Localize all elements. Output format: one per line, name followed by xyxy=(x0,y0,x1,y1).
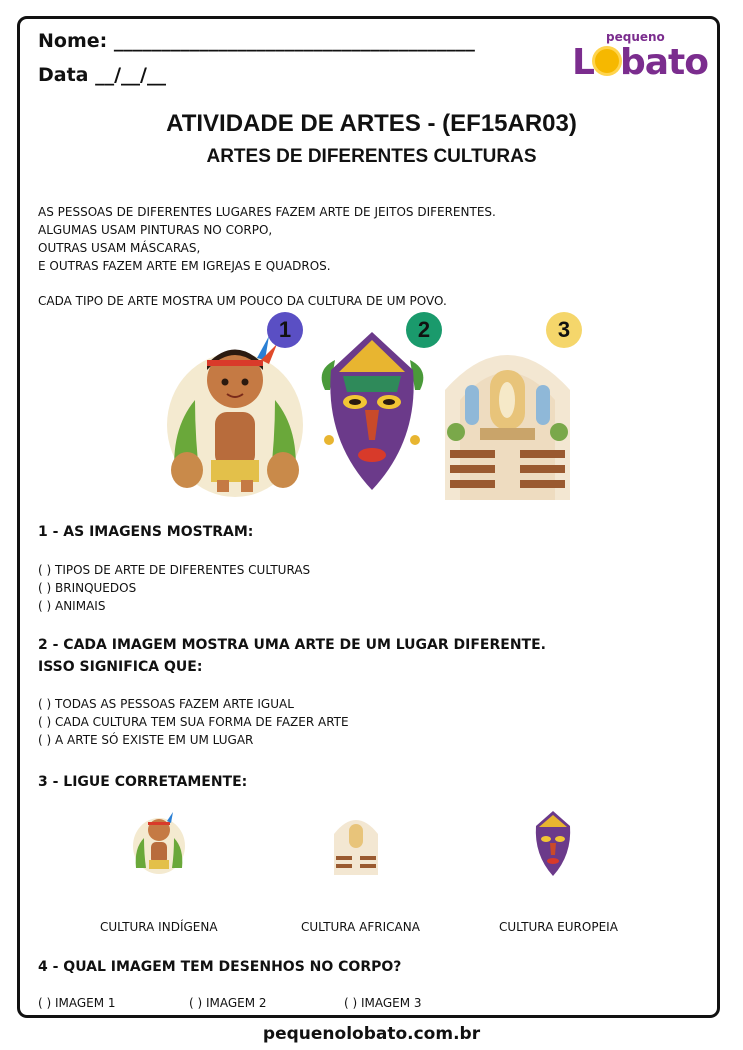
page-subtitle: ARTES DE DIFERENTES CULTURAS xyxy=(206,146,537,167)
thumb-church-interior xyxy=(332,810,380,875)
option[interactable]: ( ) TODAS AS PESSOAS FAZEM ARTE IGUAL xyxy=(38,697,294,711)
question-1-title: 1 - AS IMAGENS MOSTRAM: xyxy=(38,524,254,540)
intro-text: AS PESSOAS DE DIFERENTES LUGARES FAZEM ARTE DE JEITOS DIFERENTES. ALGUMAS USAM PINTURAS NO CORPO, OUTRAS USAM MÁSCARAS, E OUTRAS FAZEM ARTE EM IGREJAS E QUADROS. xyxy=(38,205,496,273)
badge-3: 3 xyxy=(546,312,582,348)
option[interactable]: ( ) A ARTE SÓ EXISTE EM UM LUGAR xyxy=(38,733,254,747)
thumb-african-mask xyxy=(530,810,576,878)
african-mask-illustration xyxy=(315,330,430,495)
option-imagem-1[interactable]: ( ) IMAGEM 1 xyxy=(38,996,116,1010)
option-imagem-3[interactable]: ( ) IMAGEM 3 xyxy=(344,996,422,1010)
date-field-label: Data __/__/__ xyxy=(38,64,166,86)
label-cultura-europeia: CULTURA EUROPEIA xyxy=(499,920,618,934)
church-interior-illustration xyxy=(440,330,575,500)
page-title: ATIVIDADE DE ARTES - (EF15AR03) xyxy=(166,110,577,137)
question-2-options xyxy=(38,695,349,749)
badge-2: 2 xyxy=(406,312,442,348)
thumb-indigenous-child xyxy=(132,810,186,875)
option-imagem-2[interactable]: ( ) IMAGEM 2 xyxy=(189,996,267,1010)
logo-small-text: pequeno xyxy=(606,30,665,44)
question-1-options xyxy=(38,561,310,615)
question-4-title: 4 - QUAL IMAGEM TEM DESENHOS NO CORPO? xyxy=(38,959,402,975)
logo-big-text: L bato xyxy=(572,42,708,83)
option[interactable]: ( ) BRINQUEDOS xyxy=(38,581,137,595)
label-cultura-indigena: CULTURA INDÍGENA xyxy=(100,920,218,934)
footer-website: pequenolobato.com.br xyxy=(262,1024,481,1044)
name-field-label: Nome: ______________________________________ xyxy=(38,30,475,52)
option[interactable]: ( ) ANIMAIS xyxy=(38,599,106,613)
question-3-title: 3 - LIGUE CORRETAMENTE: xyxy=(38,774,248,790)
indigenous-child-illustration xyxy=(165,330,305,500)
question-2-title: 2 - CADA IMAGEM MOSTRA UMA ARTE DE UM LUGAR DIFERENTE. ISSO SIGNIFICA QUE: xyxy=(38,637,546,675)
option[interactable]: ( ) CADA CULTURA TEM SUA FORMA DE FAZER ARTE xyxy=(38,715,349,729)
pequeno-lobato-logo xyxy=(572,30,707,90)
intro-text-2: CADA TIPO DE ARTE MOSTRA UM POUCO DA CULTURA DE UM POVO. xyxy=(38,294,447,308)
label-cultura-africana: CULTURA AFRICANA xyxy=(301,920,420,934)
sun-icon xyxy=(595,49,619,73)
badge-1: 1 xyxy=(267,312,303,348)
option[interactable]: ( ) TIPOS DE ARTE DE DIFERENTES CULTURAS xyxy=(38,563,311,577)
